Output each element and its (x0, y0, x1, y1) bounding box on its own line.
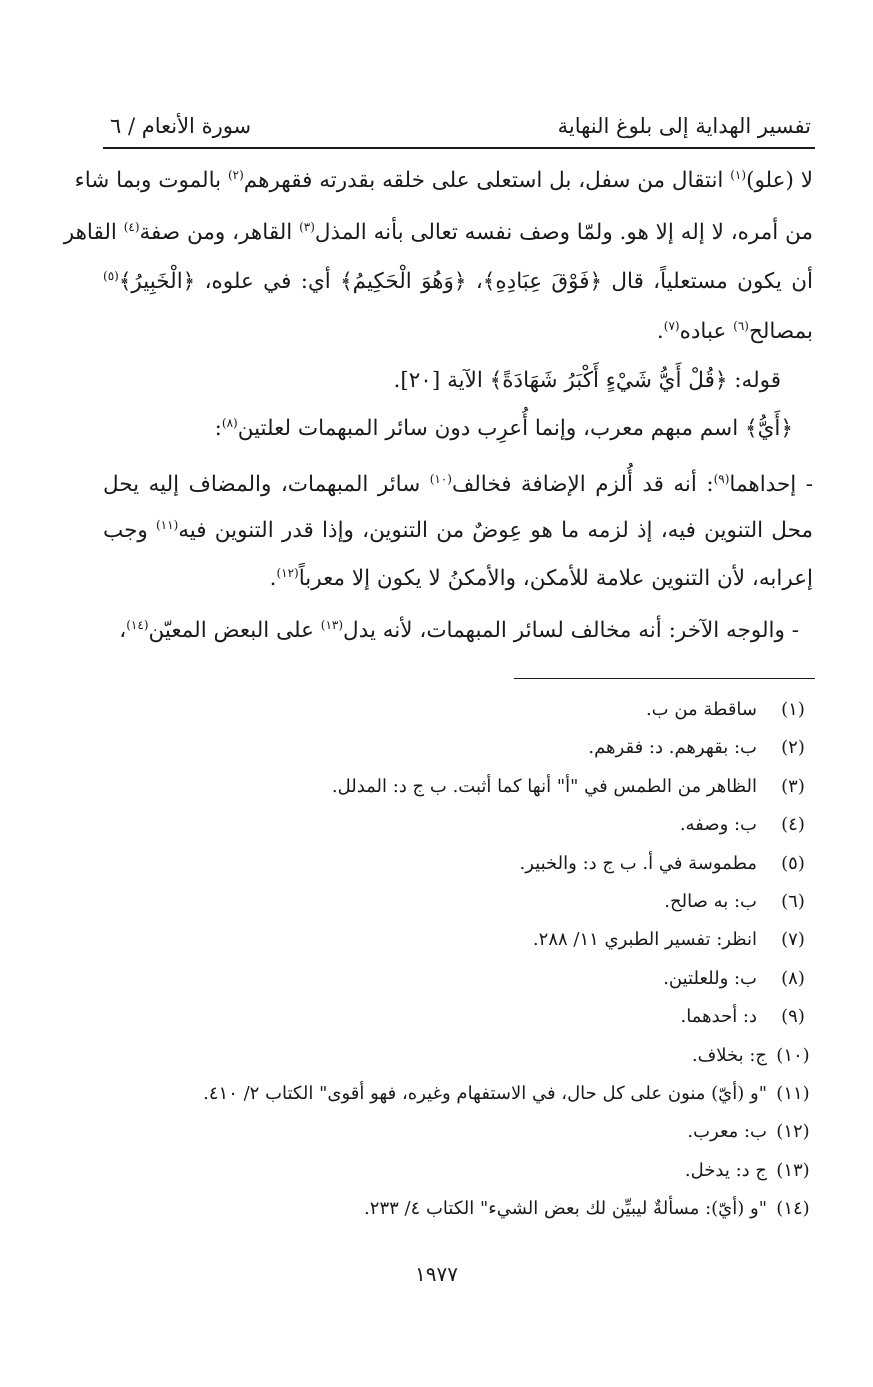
text-segment: لا (علو) (746, 168, 813, 193)
text-segment: بمصالح (748, 319, 813, 344)
running-header-surah: سورة الأنعام / ٦ (110, 114, 252, 138)
text-segment: محل التنوين فيه، إذ لزمه ما هو عِوضٌ من التنوين، وإذا قدر التنوين فيه (178, 518, 813, 543)
text-line (103, 319, 813, 344)
footnote-marker[interactable]: (١) (730, 168, 747, 182)
text-line (103, 472, 813, 497)
footnote-marker[interactable]: (٩) (713, 472, 730, 486)
footnote-item (120, 1117, 815, 1147)
text-segment: . (656, 319, 664, 344)
footnote-number: (١٠) (776, 1044, 810, 1066)
footnote-number: (٩) (781, 1006, 805, 1028)
footnote-marker[interactable]: (٣) (299, 220, 315, 234)
page-number: ١٩٧٧ (415, 1262, 458, 1286)
text-segment: انتقال من سفل، بل استعلى على خلقه بقدرته فقهرهم (243, 168, 731, 193)
footnote-marker[interactable]: (٤) (123, 220, 140, 234)
footnote-number: (٧) (781, 929, 805, 951)
footnote-marker[interactable]: (٥) (103, 269, 119, 283)
footnote-marker[interactable]: (١٠) (429, 472, 452, 486)
text-segment: - والوجه الآخر: أنه مخالف لسائر المبهمات، لأنه يدل (343, 618, 799, 643)
text-segment: أن يكون مستعلياً، قال ﴿فَوْقَ عِبَادِهِ﴾، ﴿وَهُوَ الْحَكِيمُ﴾ أي: في علوه، ﴿الْخَبِيرُ﴾ (118, 269, 813, 294)
footnote-text: مطموسة في أ. ب ج د: والخبير. (519, 852, 757, 874)
text-segment: قوله: ﴿قُلْ أَيُّ شَيْءٍ أَكْبَرُ شَهَادَةً﴾ الآية [٢٠]. (393, 368, 781, 393)
text-line (103, 416, 793, 441)
footnote-text: د: أحدهما. (680, 1006, 757, 1028)
footnote-number: (٥) (781, 852, 805, 874)
footnote-marker[interactable]: (١٢) (276, 566, 299, 580)
text-line (63, 220, 813, 245)
footnote-item (120, 733, 815, 763)
footnote-item (120, 772, 815, 802)
text-line (103, 618, 799, 643)
text-segment: - إحداهما (729, 472, 813, 497)
footnote-text: "و (أيّ) منون على كل حال، في الاستفهام وغيره، فهو أقوى" الكتاب ٢/ ٤١٠. (203, 1083, 767, 1104)
footnote-number: (٣) (781, 775, 805, 797)
text-line (103, 368, 781, 393)
text-segment: : (214, 416, 222, 441)
footnote-number: (١٣) (776, 1159, 810, 1181)
footnote-item (120, 1002, 815, 1032)
footnote-marker[interactable]: (٢) (227, 168, 244, 182)
footnote-text: "و (أيّ): مسألةٌ ليبيِّن لك بعض الشيء" الكتاب ٤/ ٢٣٣. (364, 1198, 767, 1220)
footnote-item (120, 1194, 815, 1224)
text-line (103, 269, 813, 294)
text-segment: على البعض المعيّن (148, 618, 321, 643)
footnote-text: ب: وصفه. (679, 814, 757, 836)
footnote-item (120, 1079, 815, 1109)
footnote-marker[interactable]: (١١) (155, 518, 179, 532)
footnote-item (120, 925, 815, 955)
footnote-marker[interactable]: (٦) (733, 319, 749, 333)
footnote-number: (١) (781, 699, 805, 720)
footnote-item (120, 849, 815, 879)
text-segment: ﴿أَيُّ﴾ اسم مبهم معرب، وإنما أُعرِب دون سائر المبهمات لعلتين (237, 416, 793, 441)
footnote-item (120, 1156, 815, 1186)
text-segment: القاهر (63, 220, 124, 245)
footnote-item (120, 695, 815, 725)
footnote-text: انظر: تفسير الطبري ١١/ ٢٨٨. (532, 929, 757, 951)
text-segment: سائر المبهمات، والمضاف إليه يحل (103, 472, 430, 497)
text-line (103, 566, 813, 591)
footnote-text: ج: بخلاف. (691, 1044, 767, 1066)
text-segment: القاهر، ومن صفة (139, 220, 300, 245)
footnote-text: ب: به صالح. (664, 891, 757, 912)
footnote-item (120, 887, 815, 917)
footnote-marker[interactable]: (٧) (663, 319, 680, 333)
text-segment: عباده (679, 319, 734, 344)
footnote-item (120, 964, 815, 994)
text-segment: ، (119, 618, 127, 643)
footnote-number: (١٤) (776, 1198, 810, 1220)
footnote-marker[interactable]: (١٣) (320, 618, 344, 632)
footnote-text: ب: وللعلتين. (663, 967, 757, 989)
footnote-text: ب: بقهرهم. د: فقرهم. (588, 737, 757, 759)
footnote-text: ساقطة من ب. (645, 699, 757, 720)
footnote-text: ج د: يدخل. (684, 1159, 767, 1181)
footnote-number: (١٢) (776, 1121, 810, 1143)
footnote-item (120, 810, 815, 840)
footnote-text: الظاهر من الطمس في "أ" أنها كما أثبت. ب ج د: المدلل. (331, 775, 757, 797)
footnote-text: ب: معرب. (687, 1121, 767, 1143)
text-segment: : أنه قد أُلزم الإضافة فخالف (451, 472, 714, 497)
footnote-item (120, 1041, 815, 1071)
footnote-marker[interactable]: (٨) (221, 416, 238, 430)
footnote-number: (٤) (781, 814, 805, 836)
text-line (74, 168, 813, 193)
text-segment: . (269, 566, 277, 591)
running-header-title: تفسير الهداية إلى بلوغ النهاية (557, 114, 811, 138)
text-segment: وجب (103, 518, 156, 543)
header-rule (103, 147, 815, 149)
text-segment: إعرابه، لأن التنوين علامة للأمكن، والأمكنُ لا يكون إلا معرباً (298, 566, 813, 591)
text-segment: بالموت وبما شاء (74, 168, 228, 193)
footnote-number: (١١) (776, 1083, 810, 1104)
footnote-number: (٦) (781, 891, 805, 912)
footnote-number: (٨) (781, 967, 805, 989)
text-segment: من أمره، لا إله إلا هو. ولمّا وصف نفسه تعالى بأنه المذل (314, 220, 813, 245)
footnote-rule (514, 678, 815, 679)
text-line (103, 518, 813, 543)
footnote-marker[interactable]: (١٤) (126, 618, 149, 632)
footnote-number: (٢) (781, 737, 805, 759)
